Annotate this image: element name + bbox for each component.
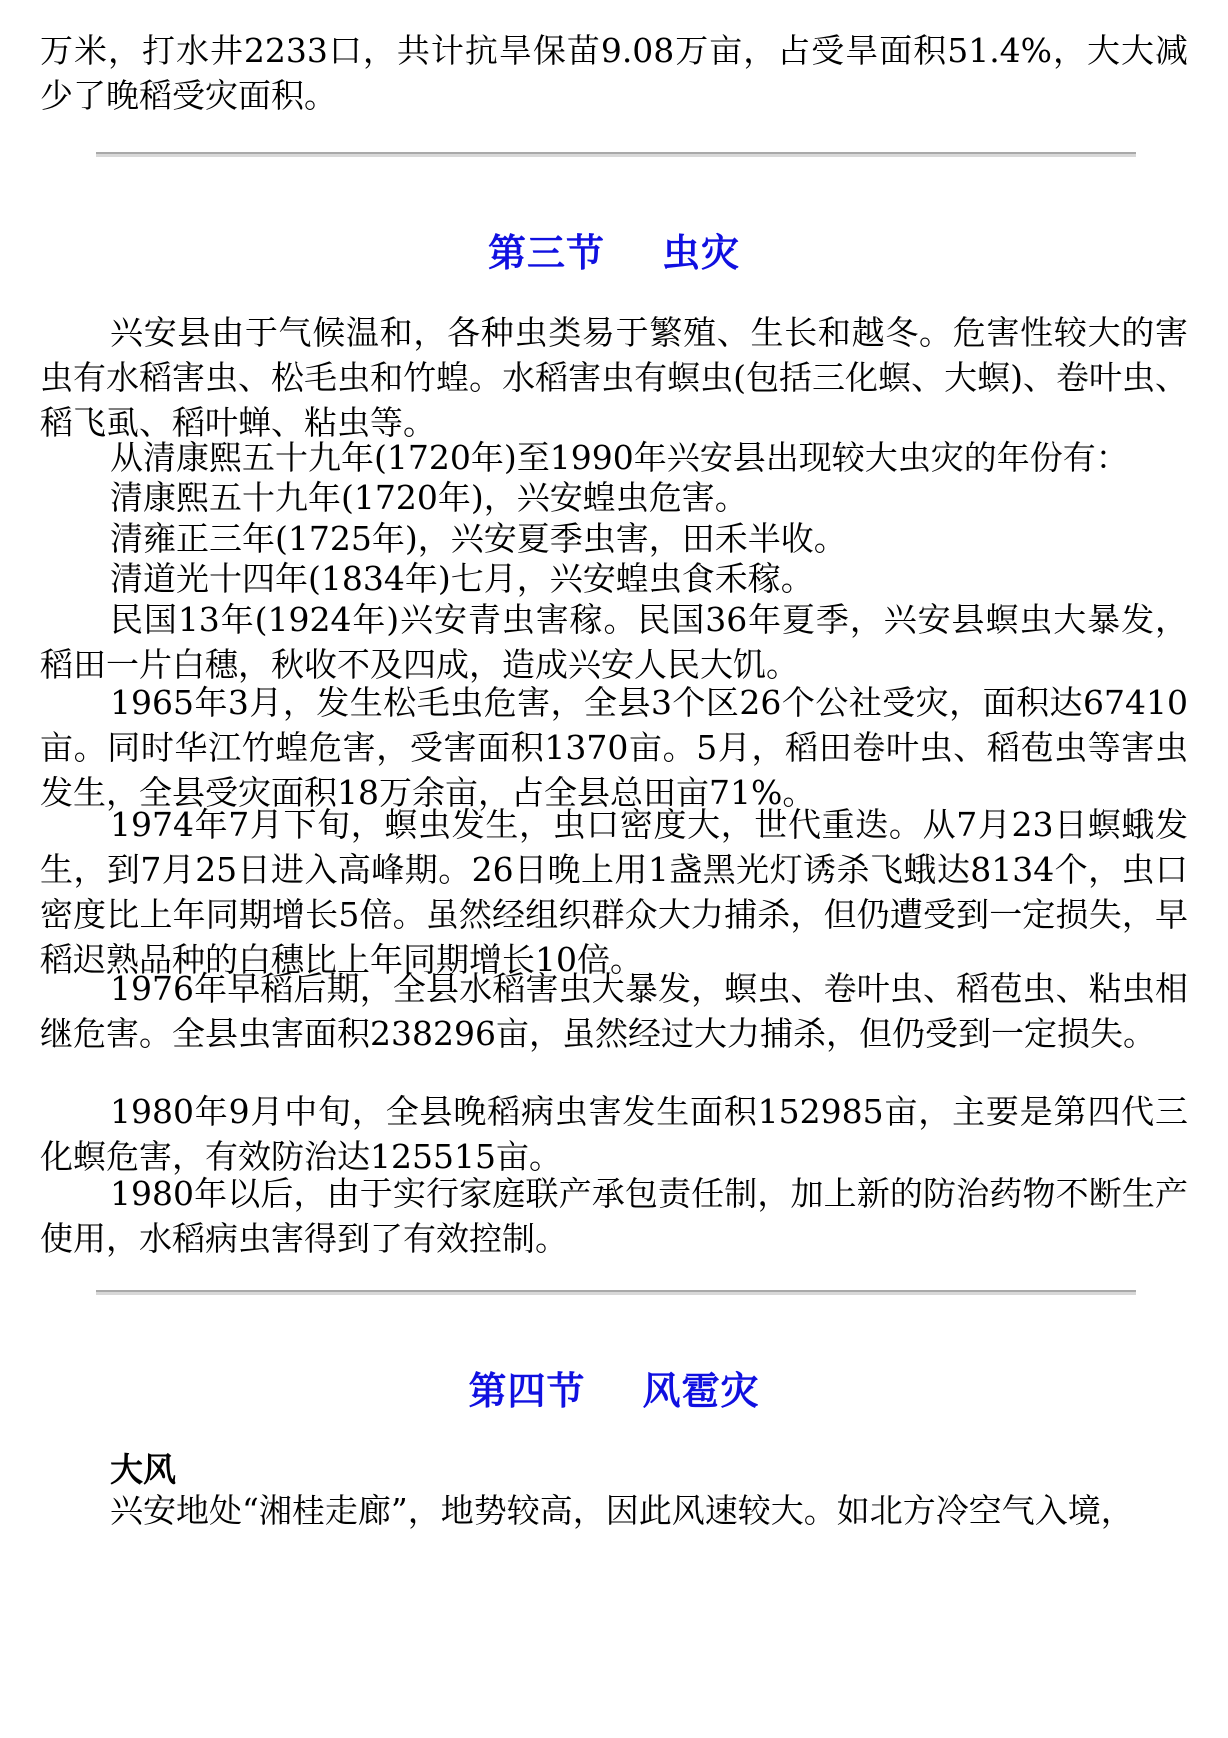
paragraph: 清道光十四年(1834年)七月，兴安蝗虫食禾稼。: [110, 559, 814, 598]
intro-paragraph: 万米，打水井2233口，共计抗旱保苗9.08万亩，占受旱面积51.4%，大大减少了晚稻受灾面积。: [40, 31, 1188, 115]
paragraph: 从清康熙五十九年(1720年)至1990年兴安县出现较大虫灾的年份有：: [110, 438, 1129, 477]
paragraph: 清雍正三年(1725年)，兴安夏季虫害，田禾半收。: [110, 519, 847, 558]
paragraph: 1980年9月中旬，全县晚稻病虫害发生面积152985亩，主要是第四代三化螟危害，有效防治达125515亩。: [40, 1092, 1188, 1176]
paragraph: 清康熙五十九年(1720年)，兴安蝗虫危害。: [110, 478, 748, 517]
paragraph: 兴安县由于气候温和，各种虫类易于繁殖、生长和越冬。危害性较大的害虫有水稻害虫、松毛虫和竹蝗。水稻害虫有螟虫(包括三化螟、大螟)、卷叶虫、稻飞虱、稻叶蝉、粘虫等。: [40, 313, 1188, 442]
paragraph: 1974年7月下旬，螟虫发生，虫口密度大，世代重迭。从7月23日螟蛾发生，到7月25日进入高峰期。26日晚上用1盏黑光灯诱杀飞蛾达8134个，虫口密度比上年同期增长5倍。虽然经组织群众大力捕杀，但仍遭受到一定损失，早稻迟熟品种的白穗比上年同期增长10倍。: [40, 805, 1188, 979]
paragraph: 民国13年(1924年)兴安青虫害稼。民国36年夏季，兴安县螟虫大暴发，稻田一片白穗，秋收不及四成，造成兴安人民大饥。: [40, 600, 1188, 684]
paragraph: 兴安地处“湘桂走廊”，地势较高，因此风速较大。如北方冷空气入境，: [110, 1491, 1134, 1530]
subheading-strong-wind: 大风: [110, 1450, 176, 1489]
section-divider: [96, 1290, 1136, 1295]
paragraph: 1976年早稻后期，全县水稻害虫大暴发，螟虫、卷叶虫、稻苞虫、粘虫相继危害。全县虫害面积238296亩，虽然经过大力捕杀，但仍受到一定损失。: [40, 969, 1188, 1053]
section-divider: [96, 152, 1136, 157]
section-title-wind-hail-disaster: 第四节 风雹灾: [468, 1368, 760, 1413]
paragraph: 1980年以后，由于实行家庭联产承包责任制，加上新的防治药物不断生产使用，水稻病虫害得到了有效控制。: [40, 1174, 1188, 1258]
paragraph: 1965年3月，发生松毛虫危害，全县3个区26个公社受灾，面积达67410亩。同时华江竹蝗危害，受害面积1370亩。5月，稻田卷叶虫、稻苞虫等害虫发生，全县受灾面积18万余亩，占全县总田亩71%。: [40, 683, 1188, 812]
section-title-insect-disaster: 第三节 虫灾: [488, 230, 740, 275]
